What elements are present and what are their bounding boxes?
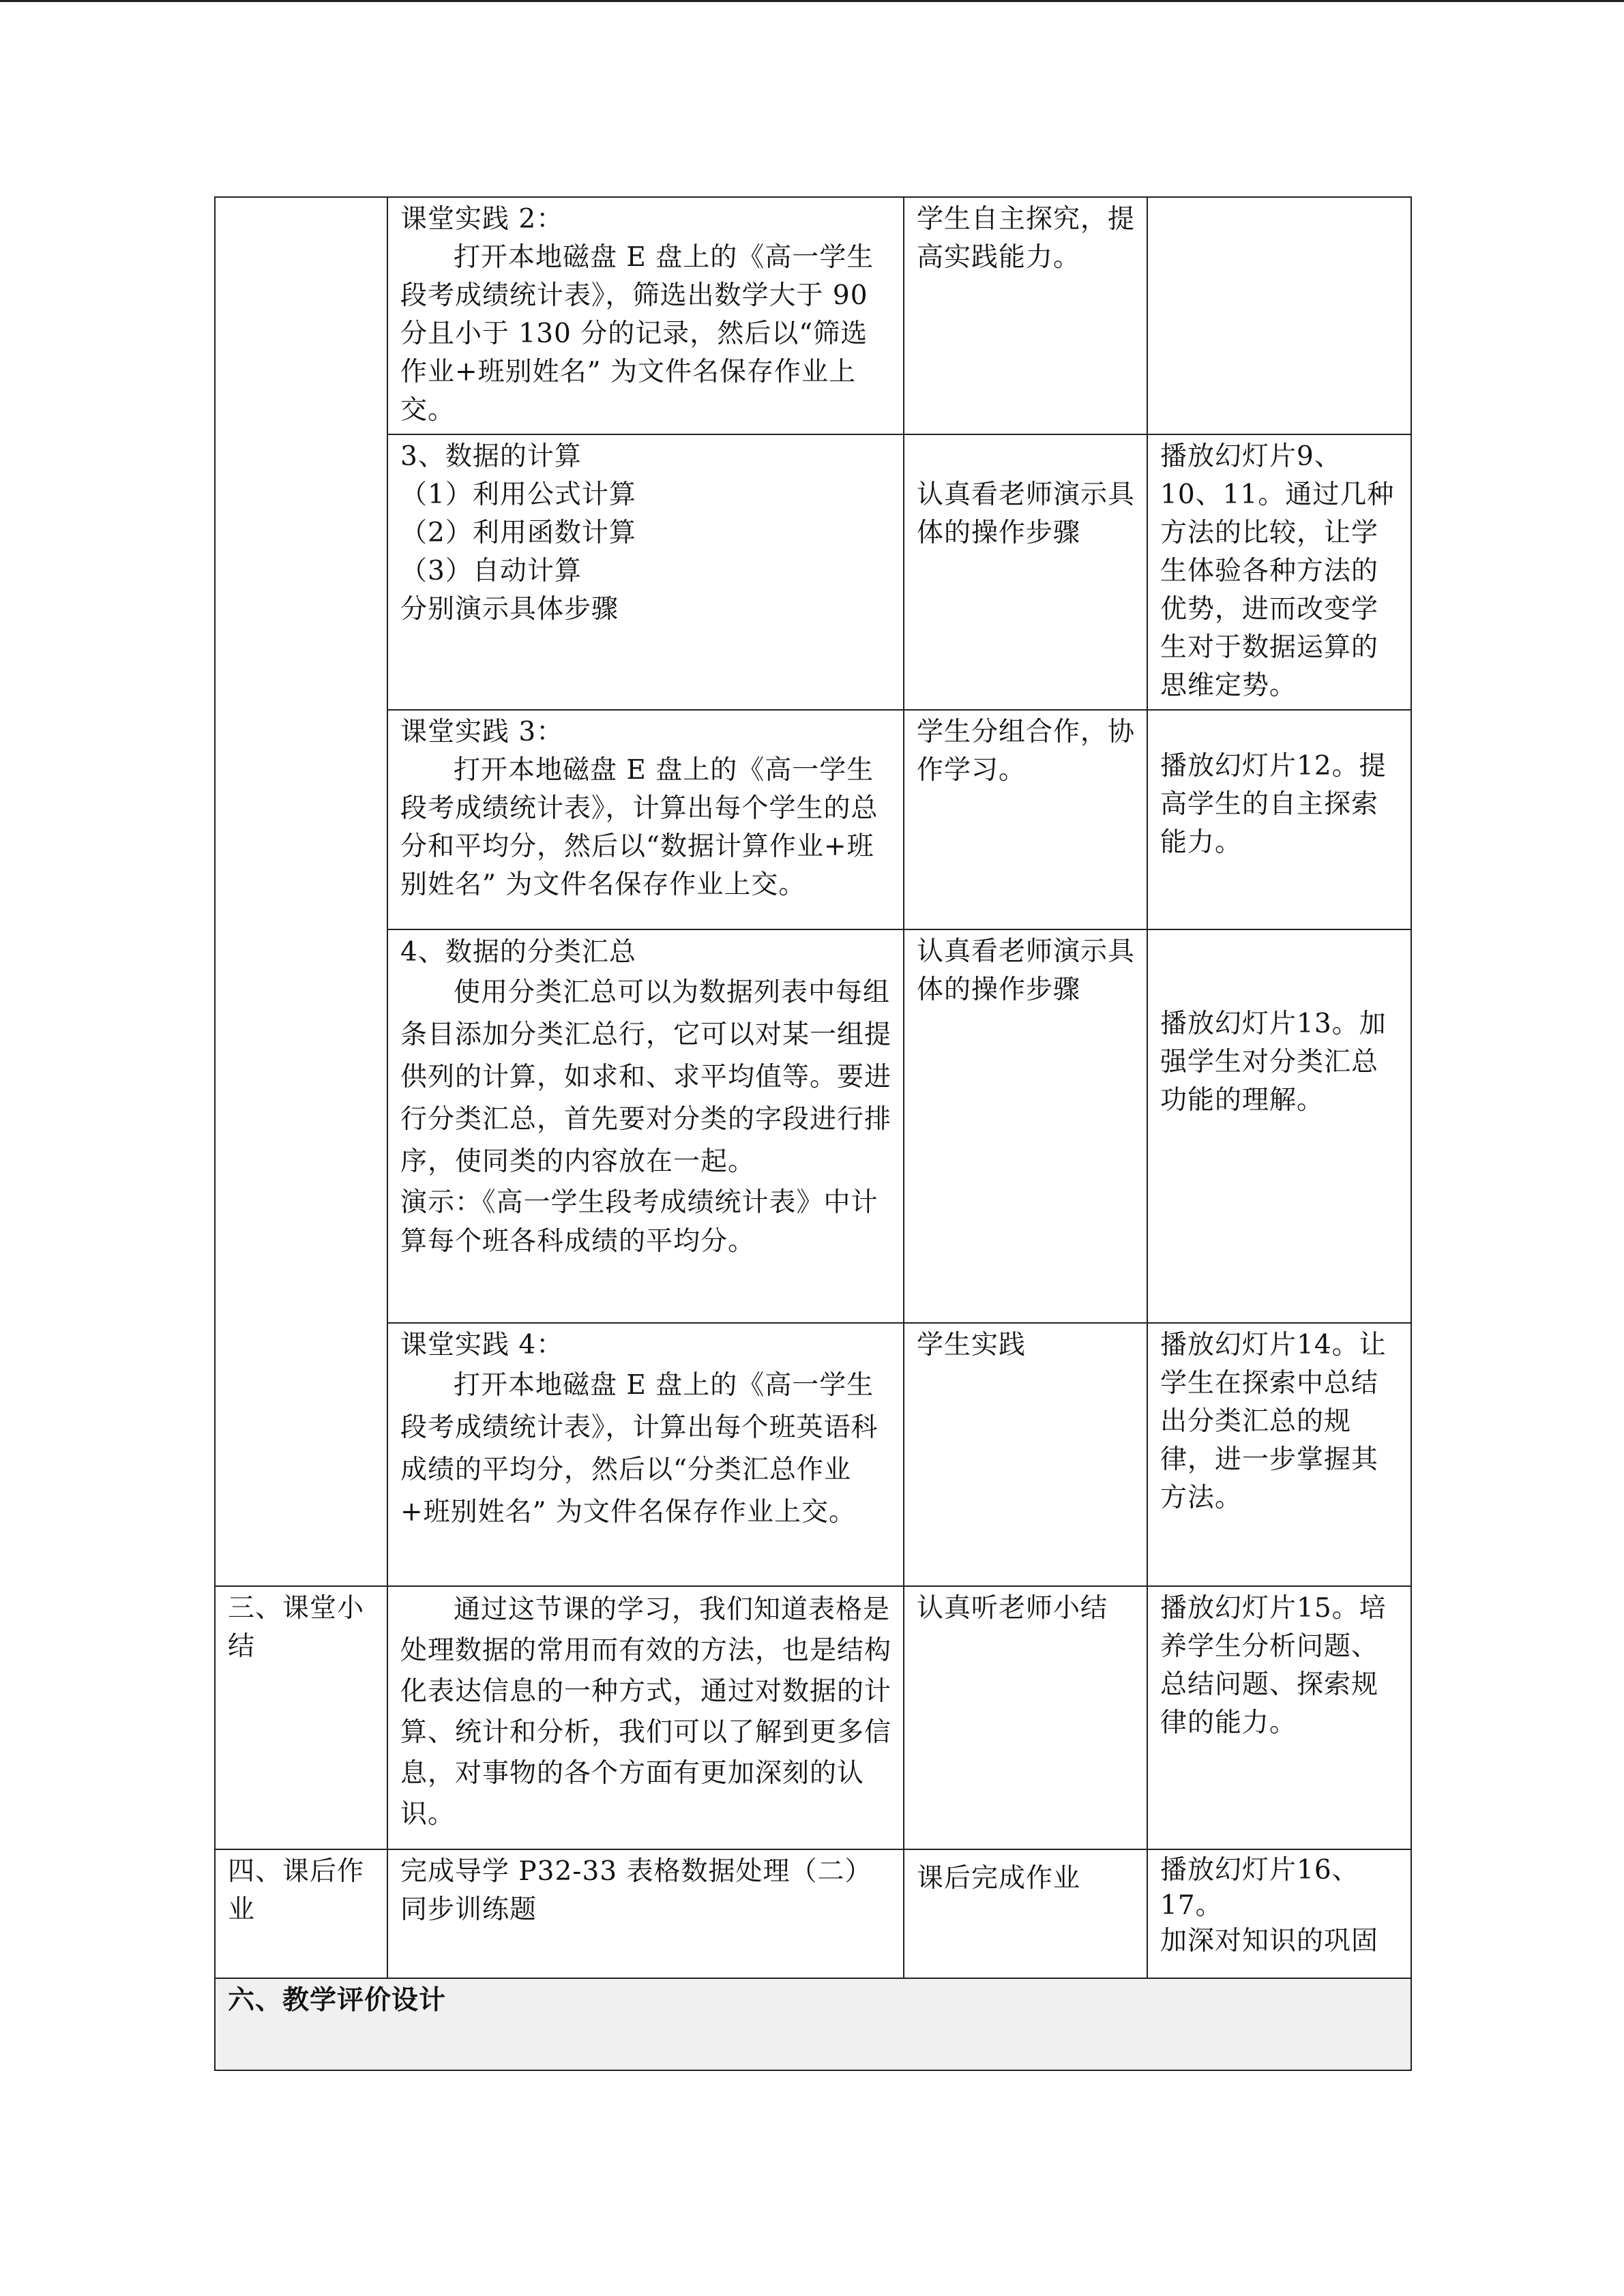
design-intent-cell <box>1147 1849 1411 1978</box>
list-item: （1）利用公式计算 <box>400 479 636 510</box>
table-row <box>215 1586 1411 1849</box>
table-row <box>215 1849 1411 1978</box>
practice-body: 打开本地磁盘 E 盘上的《高一学生段考成绩统计表》，计算出每个班英语科成绩的平均分，然后以“分类汇总作业+班别姓名” 为文件名保存作业上交。 <box>400 1370 879 1527</box>
table-row <box>215 710 1411 929</box>
design-intent-cell: 播放幻灯片9、10、11。通过几种方法的比较，让学生体验各种方法的优势，进而改变学生对于数据运算的思维定势。 <box>1147 434 1411 710</box>
table-row <box>215 929 1411 1323</box>
teaching-content-cell <box>387 1586 904 1849</box>
table-row <box>215 1323 1411 1586</box>
practice-body: 打开本地磁盘 E 盘上的《高一学生段考成绩统计表》，筛选出数学大于 90 分且小于 130 分的记录，然后以“筛选作业+班别姓名” 为文件名保存作业上交。 <box>400 242 874 426</box>
teaching-content-cell: 完成导学 P32-33 表格数据处理（二）同步训练题 <box>387 1849 904 1978</box>
list-item: （2）利用函数计算 <box>400 518 636 548</box>
design-intent-line: 加深对知识的巩固 <box>1160 1926 1379 1956</box>
table-row <box>215 434 1411 710</box>
practice-title: 课堂实践 3： <box>400 717 564 747</box>
list-item: （3）自动计算 <box>400 556 582 586</box>
list-item: 分别演示具体步骤 <box>400 594 619 625</box>
practice-body: 打开本地磁盘 E 盘上的《高一学生段考成绩统计表》，计算出每个学生的总分和平均分，然后以“数据计算作业+班别姓名” 为文件名保存作业上交。 <box>400 755 879 900</box>
student-activity-cell: 认真看老师演示具体的操作步骤 <box>904 434 1147 710</box>
stage-cell: 三、课堂小结 <box>215 1586 387 1849</box>
section-body: 使用分类汇总可以为数据列表中每组条目添加分类汇总行，它可以对某一组提供列的计算，如求和、求平均值等。要进行分类汇总，首先要对分类的字段进行排序，使同类的内容放在一起。 <box>400 977 892 1177</box>
student-activity-cell: 学生分组合作，协作学习。 <box>904 710 1147 929</box>
lesson-plan-table <box>214 196 1412 2071</box>
section-title: 4、数据的分类汇总 <box>400 937 636 968</box>
student-activity-cell: 认真听老师小结 <box>904 1586 1147 1849</box>
teaching-content-cell <box>387 197 904 434</box>
summary-body: 通过这节课的学习，我们知道表格是处理数据的常用而有效的方法，也是结构化表达信息的一种方式，通过对数据的计算、统计和分析，我们可以了解到更多信息，对事物的各个方面有更加深刻的认识。 <box>400 1594 892 1830</box>
student-activity-cell: 认真看老师演示具体的操作步骤 <box>904 929 1147 1323</box>
design-intent-cell: 播放幻灯片15。培养学生分析问题、总结问题、探索规律的能力。 <box>1147 1586 1411 1849</box>
section-heading: 六、教学评价设计 <box>215 1978 1411 2070</box>
table-row <box>215 197 1411 434</box>
stage-cell: 四、课后作业 <box>215 1849 387 1978</box>
student-activity-cell: 学生自主探究，提高实践能力。 <box>904 197 1147 434</box>
design-intent-cell: 播放幻灯片12。提高学生的自主探索能力。 <box>1147 710 1411 929</box>
section-title: 3、数据的计算 <box>400 441 582 472</box>
teaching-content-cell <box>387 929 904 1323</box>
design-intent-cell: 播放幻灯片14。让学生在探索中总结出分类汇总的规律，进一步掌握其方法。 <box>1147 1323 1411 1586</box>
practice-title: 课堂实践 2： <box>400 204 564 235</box>
teaching-content-cell <box>387 434 904 710</box>
stage-cell <box>215 197 387 1586</box>
table-row <box>215 1978 1411 2070</box>
design-intent-line: 播放幻灯片16、17。 <box>1160 1855 1359 1921</box>
student-activity-cell: 课后完成作业 <box>904 1849 1147 1978</box>
practice-title: 课堂实践 4： <box>400 1330 564 1360</box>
design-intent-cell <box>1147 197 1411 434</box>
teaching-content-cell <box>387 1323 904 1586</box>
student-activity-cell: 学生实践 <box>904 1323 1147 1586</box>
demo-note: 演示：《高一学生段考成绩统计表》中计算每个班各科成绩的平均分。 <box>400 1187 879 1257</box>
teaching-content-cell <box>387 710 904 929</box>
design-intent-cell: 播放幻灯片13。加强学生对分类汇总功能的理解。 <box>1147 929 1411 1323</box>
page-top-border <box>0 0 1624 2</box>
